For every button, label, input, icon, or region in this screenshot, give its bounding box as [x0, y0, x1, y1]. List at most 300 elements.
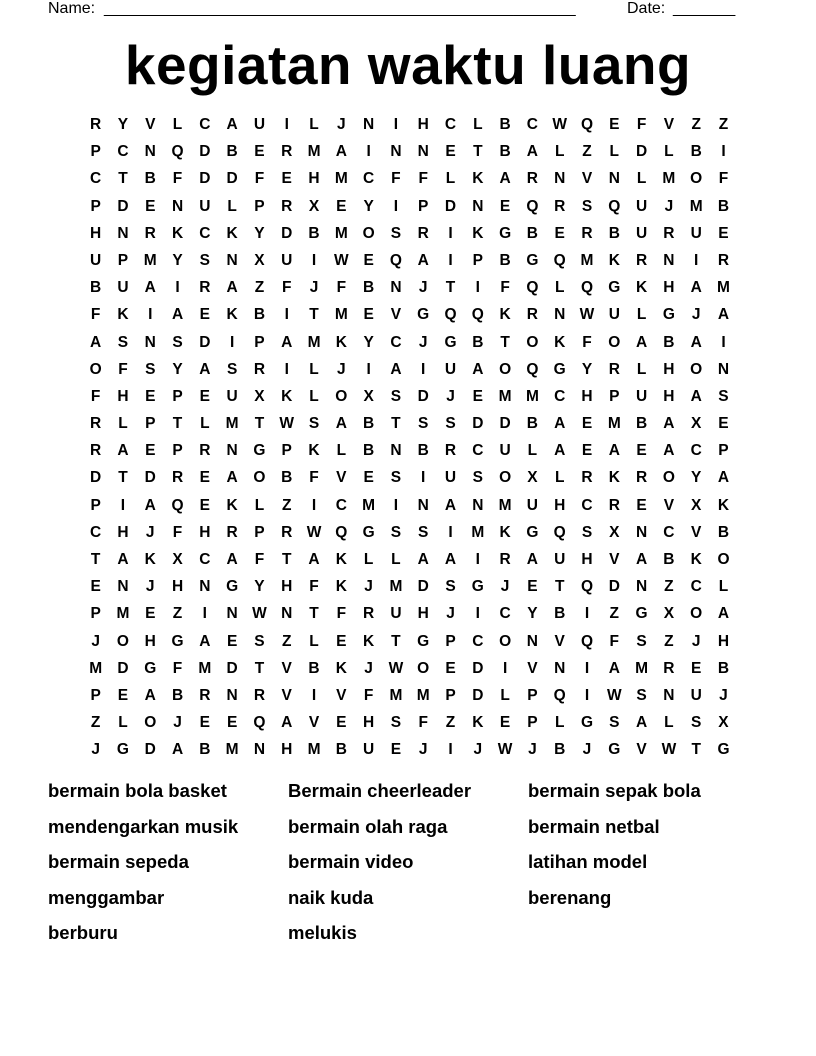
grid-cell[interactable]: N: [226, 251, 238, 269]
grid-cell[interactable]: O: [608, 333, 621, 351]
grid-cell[interactable]: T: [118, 170, 128, 188]
grid-cell[interactable]: I: [311, 251, 317, 269]
grid-cell[interactable]: R: [226, 523, 238, 541]
grid-cell[interactable]: U: [90, 251, 102, 269]
grid-cell[interactable]: R: [717, 251, 730, 269]
grid-cell[interactable]: O: [717, 551, 730, 568]
grid-cell[interactable]: U: [635, 387, 648, 405]
grid-cell[interactable]: I: [475, 551, 480, 568]
grid-cell[interactable]: B: [363, 442, 375, 460]
grid-cell[interactable]: J: [446, 605, 455, 623]
grid-cell[interactable]: U: [690, 224, 702, 242]
grid-cell[interactable]: Z: [664, 632, 674, 650]
grid-cell[interactable]: B: [335, 741, 347, 759]
grid-cell[interactable]: E: [336, 714, 347, 732]
grid-cell[interactable]: X: [691, 496, 702, 514]
grid-cell[interactable]: V: [691, 523, 702, 541]
grid-cell[interactable]: F: [391, 170, 401, 188]
grid-cell[interactable]: N: [226, 605, 238, 623]
grid-cell[interactable]: R: [499, 551, 511, 568]
grid-cell[interactable]: B: [308, 659, 320, 677]
grid-cell[interactable]: Q: [580, 279, 594, 297]
grid-cell[interactable]: D: [472, 659, 484, 677]
grid-cell[interactable]: Q: [389, 251, 402, 269]
grid-cell[interactable]: P: [418, 197, 429, 215]
grid-cell[interactable]: U: [199, 197, 211, 215]
grid-cell[interactable]: Y: [363, 197, 374, 215]
grid-cell[interactable]: R: [253, 360, 266, 378]
grid-cell[interactable]: J: [664, 197, 674, 215]
grid-cell[interactable]: N: [472, 496, 484, 514]
grid-cell[interactable]: Y: [254, 578, 265, 596]
grid-cell[interactable]: P: [472, 251, 483, 269]
grid-cell[interactable]: I: [721, 143, 726, 161]
grid-cell[interactable]: F: [418, 170, 428, 188]
grid-cell[interactable]: H: [663, 279, 675, 297]
grid-cell[interactable]: Y: [117, 116, 129, 133]
grid-cell[interactable]: S: [636, 686, 647, 704]
grid-cell[interactable]: E: [499, 714, 511, 732]
grid-cell[interactable]: E: [363, 251, 374, 269]
grid-cell[interactable]: E: [609, 116, 620, 133]
grid-cell[interactable]: Y: [691, 469, 702, 487]
grid-cell[interactable]: V: [336, 686, 347, 704]
grid-cell[interactable]: V: [390, 306, 402, 324]
grid-cell[interactable]: T: [554, 578, 565, 596]
grid-cell[interactable]: O: [335, 387, 348, 405]
grid-cell[interactable]: V: [663, 496, 675, 514]
grid-cell[interactable]: H: [90, 224, 102, 242]
grid-cell[interactable]: D: [144, 741, 156, 759]
grid-cell[interactable]: R: [417, 224, 429, 242]
grid-cell[interactable]: F: [718, 170, 729, 188]
grid-cell[interactable]: W: [279, 415, 295, 433]
grid-cell[interactable]: J: [691, 632, 701, 650]
grid-cell[interactable]: H: [144, 632, 156, 650]
grid-cell[interactable]: R: [608, 496, 620, 514]
grid-cell[interactable]: O: [690, 360, 703, 378]
grid-cell[interactable]: R: [635, 251, 648, 269]
grid-cell[interactable]: S: [581, 523, 593, 541]
grid-cell[interactable]: F: [172, 523, 183, 541]
grid-cell[interactable]: K: [608, 469, 620, 487]
grid-cell[interactable]: Z: [664, 578, 674, 596]
grid-cell[interactable]: K: [472, 714, 484, 732]
grid-cell[interactable]: C: [690, 442, 702, 460]
grid-cell[interactable]: C: [390, 333, 402, 351]
grid-cell[interactable]: M: [225, 741, 239, 759]
grid-cell[interactable]: V: [281, 659, 292, 677]
grid-cell[interactable]: B: [554, 741, 566, 759]
grid-cell[interactable]: M: [143, 251, 157, 269]
grid-cell[interactable]: Z: [90, 714, 101, 732]
grid-cell[interactable]: E: [472, 387, 483, 405]
grid-cell[interactable]: C: [554, 387, 566, 405]
grid-cell[interactable]: N: [171, 197, 184, 215]
grid-cell[interactable]: E: [336, 197, 347, 215]
grid-cell[interactable]: B: [608, 224, 620, 242]
grid-cell[interactable]: W: [306, 523, 322, 541]
grid-cell[interactable]: F: [309, 469, 319, 487]
date-field[interactable]: _______: [673, 0, 736, 17]
grid-cell[interactable]: Y: [527, 605, 538, 623]
grid-cell[interactable]: R: [281, 197, 293, 215]
grid-cell[interactable]: T: [309, 306, 319, 324]
grid-cell[interactable]: J: [719, 686, 728, 704]
grid-cell[interactable]: D: [608, 578, 620, 596]
grid-cell[interactable]: G: [526, 523, 539, 541]
grid-cell[interactable]: E: [363, 306, 374, 324]
grid-cell[interactable]: I: [284, 306, 289, 324]
grid-cell[interactable]: A: [390, 360, 402, 378]
grid-cell[interactable]: R: [363, 605, 375, 623]
grid-cell[interactable]: I: [366, 143, 371, 161]
grid-cell[interactable]: A: [226, 469, 238, 487]
grid-cell[interactable]: H: [417, 605, 429, 623]
grid-cell[interactable]: W: [334, 251, 349, 269]
grid-cell[interactable]: Y: [581, 360, 593, 378]
grid-cell[interactable]: E: [718, 224, 729, 242]
grid-cell[interactable]: B: [199, 741, 211, 759]
grid-cell[interactable]: L: [336, 442, 347, 460]
grid-cell[interactable]: D: [417, 387, 429, 405]
grid-cell[interactable]: L: [254, 496, 265, 514]
grid-cell[interactable]: K: [335, 659, 347, 677]
grid-cell[interactable]: L: [554, 469, 565, 487]
grid-cell[interactable]: G: [608, 279, 621, 297]
grid-cell[interactable]: A: [635, 333, 648, 351]
grid-cell[interactable]: R: [581, 469, 593, 487]
grid-cell[interactable]: A: [90, 333, 102, 351]
grid-cell[interactable]: E: [691, 659, 702, 677]
grid-cell[interactable]: E: [445, 143, 456, 161]
grid-cell[interactable]: P: [117, 251, 129, 269]
grid-cell[interactable]: V: [663, 116, 675, 133]
grid-cell[interactable]: B: [554, 605, 566, 623]
grid-cell[interactable]: E: [145, 442, 156, 460]
grid-cell[interactable]: D: [199, 170, 211, 188]
grid-cell[interactable]: N: [526, 632, 538, 650]
grid-cell[interactable]: F: [418, 714, 428, 732]
grid-cell[interactable]: T: [473, 143, 483, 161]
grid-cell[interactable]: V: [527, 659, 538, 677]
grid-cell[interactable]: C: [335, 496, 347, 514]
grid-cell[interactable]: K: [281, 387, 293, 405]
grid-cell[interactable]: H: [363, 714, 375, 732]
grid-cell[interactable]: A: [526, 551, 538, 568]
grid-cell[interactable]: J: [500, 578, 510, 596]
grid-cell[interactable]: N: [663, 251, 675, 269]
grid-cell[interactable]: R: [171, 469, 184, 487]
grid-cell[interactable]: N: [144, 333, 156, 351]
grid-cell[interactable]: U: [390, 605, 402, 623]
grid-cell[interactable]: U: [635, 197, 648, 215]
grid-cell[interactable]: O: [690, 605, 703, 623]
grid-cell[interactable]: K: [499, 523, 511, 541]
grid-cell[interactable]: L: [363, 551, 374, 568]
grid-cell[interactable]: L: [609, 143, 620, 161]
grid-cell[interactable]: Z: [445, 714, 456, 732]
grid-cell[interactable]: I: [202, 605, 207, 623]
grid-cell[interactable]: S: [390, 387, 402, 405]
grid-cell[interactable]: N: [717, 360, 730, 378]
grid-cell[interactable]: J: [364, 578, 373, 596]
grid-cell[interactable]: Y: [254, 224, 265, 242]
grid-cell[interactable]: P: [145, 415, 156, 433]
grid-cell[interactable]: Z: [281, 632, 292, 650]
grid-cell[interactable]: E: [226, 632, 238, 650]
grid-cell[interactable]: N: [226, 686, 238, 704]
grid-cell[interactable]: J: [145, 578, 155, 596]
grid-cell[interactable]: C: [90, 170, 102, 188]
grid-cell[interactable]: H: [117, 387, 129, 405]
grid-cell[interactable]: F: [309, 578, 319, 596]
grid-cell[interactable]: X: [691, 415, 702, 433]
grid-cell[interactable]: W: [552, 116, 568, 133]
grid-cell[interactable]: A: [417, 251, 429, 269]
grid-cell[interactable]: K: [335, 578, 347, 596]
grid-cell[interactable]: R: [90, 116, 102, 133]
grid-cell[interactable]: F: [172, 170, 183, 188]
grid-cell[interactable]: G: [253, 442, 266, 460]
grid-cell[interactable]: R: [90, 442, 102, 460]
grid-cell[interactable]: A: [199, 360, 211, 378]
grid-cell[interactable]: Q: [253, 714, 266, 732]
grid-cell[interactable]: E: [336, 632, 347, 650]
grid-cell[interactable]: L: [227, 197, 237, 215]
grid-cell[interactable]: N: [117, 224, 129, 242]
grid-cell[interactable]: P: [609, 387, 620, 405]
grid-cell[interactable]: D: [472, 686, 484, 704]
grid-cell[interactable]: A: [171, 306, 184, 324]
grid-cell[interactable]: I: [229, 333, 235, 351]
grid-cell[interactable]: U: [526, 496, 538, 514]
grid-cell[interactable]: S: [172, 333, 183, 351]
grid-cell[interactable]: S: [308, 415, 320, 433]
grid-cell[interactable]: H: [417, 116, 429, 133]
grid-cell[interactable]: L: [118, 415, 128, 433]
grid-cell[interactable]: L: [664, 143, 674, 161]
grid-cell[interactable]: A: [117, 551, 129, 568]
grid-cell[interactable]: E: [199, 714, 210, 732]
grid-cell[interactable]: A: [335, 415, 347, 433]
grid-cell[interactable]: J: [337, 116, 346, 133]
grid-cell[interactable]: H: [281, 578, 293, 596]
grid-cell[interactable]: K: [499, 306, 511, 324]
grid-cell[interactable]: O: [526, 333, 539, 351]
grid-cell[interactable]: P: [281, 442, 292, 460]
grid-cell[interactable]: M: [717, 279, 730, 297]
grid-cell[interactable]: N: [635, 523, 648, 541]
grid-cell[interactable]: A: [417, 551, 429, 568]
grid-cell[interactable]: E: [254, 143, 265, 161]
grid-cell[interactable]: H: [663, 387, 675, 405]
grid-cell[interactable]: K: [335, 333, 347, 351]
grid-cell[interactable]: M: [607, 415, 621, 433]
grid-cell[interactable]: D: [635, 143, 648, 161]
grid-cell[interactable]: X: [663, 605, 675, 623]
grid-cell[interactable]: L: [636, 306, 647, 324]
grid-cell[interactable]: D: [417, 578, 429, 596]
grid-cell[interactable]: N: [554, 170, 566, 188]
grid-cell[interactable]: Z: [281, 496, 292, 514]
grid-cell[interactable]: E: [363, 469, 374, 487]
grid-cell[interactable]: P: [445, 632, 456, 650]
grid-cell[interactable]: E: [117, 686, 129, 704]
grid-cell[interactable]: B: [499, 251, 511, 269]
grid-cell[interactable]: K: [226, 306, 238, 324]
grid-cell[interactable]: C: [472, 442, 484, 460]
grid-cell[interactable]: B: [526, 224, 538, 242]
grid-cell[interactable]: B: [526, 415, 538, 433]
grid-cell[interactable]: L: [391, 551, 401, 568]
grid-cell[interactable]: I: [120, 496, 126, 514]
name-field[interactable]: _____________________________________________________: [104, 0, 576, 17]
grid-cell[interactable]: I: [311, 686, 317, 704]
grid-cell[interactable]: W: [579, 306, 595, 324]
grid-cell[interactable]: M: [307, 333, 321, 351]
grid-cell[interactable]: O: [690, 170, 703, 188]
grid-cell[interactable]: M: [198, 659, 212, 677]
grid-cell[interactable]: B: [417, 442, 429, 460]
grid-cell[interactable]: P: [445, 686, 456, 704]
grid-cell[interactable]: M: [334, 224, 348, 242]
grid-cell[interactable]: J: [446, 387, 455, 405]
grid-cell[interactable]: B: [363, 279, 375, 297]
grid-cell[interactable]: N: [199, 578, 211, 596]
grid-cell[interactable]: M: [89, 659, 103, 677]
grid-cell[interactable]: T: [254, 415, 265, 433]
grid-cell[interactable]: B: [717, 523, 730, 541]
grid-cell[interactable]: S: [390, 469, 402, 487]
grid-cell[interactable]: P: [90, 686, 101, 704]
grid-cell[interactable]: V: [308, 714, 320, 732]
grid-cell[interactable]: B: [472, 333, 484, 351]
grid-cell[interactable]: E: [90, 578, 101, 596]
grid-cell[interactable]: L: [664, 714, 674, 732]
grid-cell[interactable]: V: [636, 741, 647, 759]
grid-cell[interactable]: E: [718, 415, 729, 433]
grid-cell[interactable]: R: [608, 360, 620, 378]
grid-cell[interactable]: E: [199, 387, 210, 405]
grid-cell[interactable]: D: [472, 415, 484, 433]
grid-cell[interactable]: I: [584, 605, 590, 623]
grid-cell[interactable]: E: [554, 224, 565, 242]
grid-cell[interactable]: B: [690, 143, 702, 161]
grid-cell[interactable]: M: [580, 251, 594, 269]
grid-cell[interactable]: U: [608, 306, 620, 324]
grid-cell[interactable]: A: [308, 551, 320, 568]
grid-cell[interactable]: T: [172, 415, 183, 433]
grid-cell[interactable]: U: [363, 741, 375, 759]
grid-cell[interactable]: E: [199, 496, 210, 514]
grid-cell[interactable]: D: [281, 224, 293, 242]
grid-cell[interactable]: C: [499, 605, 511, 623]
grid-cell[interactable]: N: [663, 686, 675, 704]
grid-cell[interactable]: O: [362, 224, 375, 242]
grid-cell[interactable]: M: [334, 170, 348, 188]
grid-cell[interactable]: G: [553, 360, 566, 378]
grid-cell[interactable]: B: [717, 659, 730, 677]
grid-cell[interactable]: U: [635, 224, 648, 242]
grid-cell[interactable]: O: [662, 469, 675, 487]
grid-cell[interactable]: U: [253, 116, 266, 133]
grid-cell[interactable]: J: [364, 659, 373, 677]
grid-cell[interactable]: W: [388, 659, 404, 677]
grid-cell[interactable]: D: [117, 659, 129, 677]
grid-cell[interactable]: R: [199, 442, 211, 460]
grid-cell[interactable]: F: [254, 551, 265, 568]
grid-cell[interactable]: R: [635, 469, 648, 487]
grid-cell[interactable]: H: [581, 387, 593, 405]
grid-cell[interactable]: A: [144, 496, 156, 514]
grid-cell[interactable]: D: [199, 333, 211, 351]
grid-cell[interactable]: I: [448, 224, 453, 242]
grid-cell[interactable]: M: [471, 523, 485, 541]
grid-cell[interactable]: N: [417, 496, 429, 514]
grid-cell[interactable]: G: [444, 333, 457, 351]
grid-cell[interactable]: G: [608, 741, 621, 759]
grid-cell[interactable]: K: [717, 496, 730, 514]
grid-cell[interactable]: G: [499, 224, 512, 242]
grid-cell[interactable]: S: [199, 251, 210, 269]
grid-cell[interactable]: M: [416, 686, 430, 704]
grid-cell[interactable]: C: [199, 116, 211, 133]
grid-cell[interactable]: S: [636, 632, 647, 650]
grid-cell[interactable]: N: [608, 170, 620, 188]
grid-cell[interactable]: V: [336, 469, 347, 487]
grid-cell[interactable]: S: [445, 578, 456, 596]
grid-cell[interactable]: B: [499, 143, 511, 161]
grid-cell[interactable]: I: [284, 360, 289, 378]
grid-cell[interactable]: H: [117, 523, 129, 541]
grid-cell[interactable]: A: [226, 279, 238, 297]
grid-cell[interactable]: U: [444, 360, 457, 378]
grid-cell[interactable]: P: [527, 686, 538, 704]
grid-cell[interactable]: R: [526, 170, 538, 188]
grid-cell[interactable]: Q: [471, 306, 484, 324]
grid-cell[interactable]: A: [144, 686, 156, 704]
grid-cell[interactable]: B: [281, 469, 293, 487]
grid-cell[interactable]: S: [117, 333, 129, 351]
grid-cell[interactable]: I: [421, 469, 426, 487]
grid-cell[interactable]: W: [606, 686, 622, 704]
grid-cell[interactable]: H: [717, 632, 730, 650]
grid-cell[interactable]: Q: [335, 523, 348, 541]
grid-cell[interactable]: B: [663, 551, 675, 568]
grid-cell[interactable]: J: [337, 360, 346, 378]
grid-cell[interactable]: J: [418, 279, 428, 297]
grid-cell[interactable]: F: [90, 306, 101, 324]
grid-cell[interactable]: D: [144, 469, 156, 487]
grid-cell[interactable]: R: [144, 224, 156, 242]
grid-cell[interactable]: S: [390, 714, 402, 732]
grid-cell[interactable]: N: [253, 741, 266, 759]
grid-cell[interactable]: J: [582, 741, 592, 759]
grid-cell[interactable]: C: [526, 116, 538, 133]
grid-cell[interactable]: A: [608, 659, 620, 677]
grid-cell[interactable]: P: [254, 333, 265, 351]
grid-cell[interactable]: B: [226, 143, 238, 161]
grid-cell[interactable]: A: [444, 551, 457, 568]
grid-cell[interactable]: T: [254, 659, 265, 677]
grid-cell[interactable]: A: [608, 442, 620, 460]
grid-cell[interactable]: L: [718, 578, 729, 596]
grid-cell[interactable]: U: [690, 686, 702, 704]
grid-cell[interactable]: F: [500, 279, 510, 297]
grid-cell[interactable]: I: [475, 605, 480, 623]
grid-cell[interactable]: S: [418, 415, 429, 433]
